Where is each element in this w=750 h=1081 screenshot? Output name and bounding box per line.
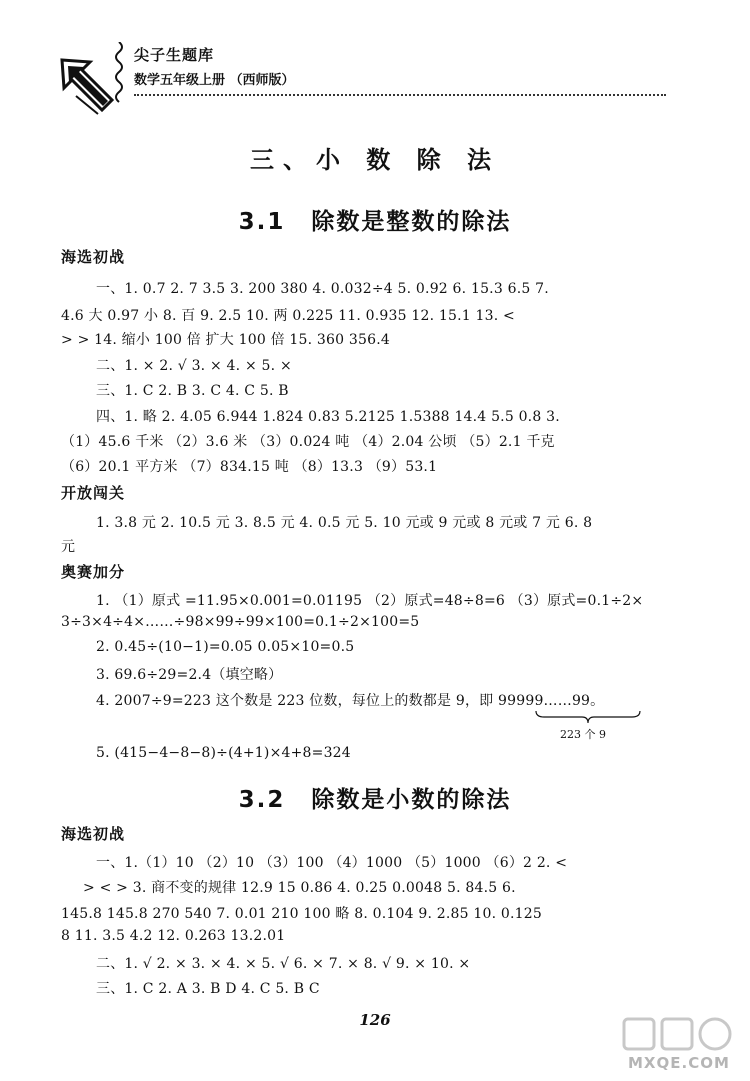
repeated-nines: 99999……99: [498, 693, 591, 709]
wavy-divider-icon: [113, 42, 125, 104]
answer-line: 3. 69.6÷29=2.4（填空略）: [96, 667, 283, 683]
page-number: 126: [359, 1011, 391, 1029]
answer-line: 二、1. √ 2. × 3. × 4. × 5. √ 6. × 7. × 8. √ 9. × 10. ×: [96, 956, 471, 972]
answer-line: 一、1.（1）10 （2）10 （3）100 （4）1000 （5）1000 （6）2 2. <: [96, 855, 568, 871]
book-title: 尖子生题库: [134, 46, 215, 64]
answer-line: 四、1. 略 2. 4.05 6.944 1.824 0.83 5.2125 1.5388 14.4 5.5 0.8 3.: [96, 409, 560, 425]
answer-line: 三、1. C 2. A 3. B D 4. C 5. B C: [96, 981, 320, 997]
watermark-text: MXQE.COM: [628, 1054, 730, 1072]
answer-line: 145.8 145.8 270 540 7. 0.01 210 100 略 8. 0.104 9. 2.85 10. 0.125: [61, 906, 542, 922]
section-number: 3.2: [238, 787, 286, 813]
section-title: 除数是整数的除法: [311, 209, 512, 235]
section-title: 除数是小数的除法: [311, 787, 512, 813]
subsection-heading: 海选初战: [61, 248, 126, 266]
subsection-heading: 开放闯关: [61, 484, 126, 502]
answer-line: 一、1. 0.7 2. 7 3.5 3. 200 380 4. 0.032÷4 5. 0.92 6. 15.3 6.5 7.: [96, 281, 549, 297]
answer-line: 三、1. C 2. B 3. C 4. C 5. B: [96, 383, 289, 399]
book-subtitle: 数学五年级上册 （西师版）: [134, 73, 295, 88]
answer-line: [96, 690, 604, 710]
answer-line: 元: [61, 539, 76, 555]
answer-line: 5. (415−4−8−8)÷(4+1)×4+8=324: [96, 745, 351, 761]
section-number: 3.1: [238, 209, 286, 235]
answer-line: 2. 0.45÷(10−1)=0.05 0.05×10=0.5: [96, 639, 355, 655]
answer-line: 3÷3×4÷4×……÷98×99÷99×100=0.1÷2×100=5: [61, 614, 420, 630]
chapter-title: 三、小 数 除 法: [249, 146, 501, 174]
brace-label: 223 个 9: [560, 728, 606, 741]
answer-line: 1. （1）原式 =11.95×0.001=0.01195 （2）原式=48÷8=6 （3）原式=0.1÷2×: [96, 593, 644, 609]
underbrace-icon: [534, 710, 642, 724]
answer-line: > > 14. 缩小 100 倍 扩大 100 倍 15. 360 356.4: [61, 332, 390, 348]
answer-line: 4.6 大 0.97 小 8. 百 9. 2.5 10. 两 0.225 11. 0.935 12. 15.1 13. <: [61, 308, 515, 324]
section-heading-3-2: [0, 781, 750, 814]
answer-text: 4. 2007÷9=223 这个数是 223 位数，每位上的数都是 9，即: [96, 693, 499, 709]
page-header: [58, 38, 668, 104]
section-heading-3-1: [0, 203, 750, 236]
answer-line: 1. 3.8 元 2. 10.5 元 3. 8.5 元 4. 0.5 元 5. 10 元或 9 元或 8 元或 7 元 6. 8: [96, 515, 593, 531]
answer-line: > < > 3. 商不变的规律 12.9 15 0.86 4. 0.25 0.0048 5. 84.5 6.: [83, 880, 516, 896]
answer-line: （6）20.1 平方米 （7）834.15 吨 （8）13.3 （9）53.1: [61, 459, 438, 475]
subsection-heading: 海选初战: [61, 825, 126, 843]
period: 。: [590, 693, 605, 709]
answer-line: （1）45.6 千米 （2）3.6 米 （3）0.024 吨 （4）2.04 公顷 （5）2.1 千克: [61, 434, 555, 450]
answer-line: 8 11. 3.5 4.2 12. 0.263 13.2.01: [61, 928, 286, 944]
header-dotted-rule: [134, 94, 666, 96]
arrow-logo-icon: [58, 56, 118, 116]
answer-line: 二、1. × 2. √ 3. × 4. × 5. ×: [96, 358, 292, 374]
subsection-heading: 奥赛加分: [61, 563, 126, 581]
